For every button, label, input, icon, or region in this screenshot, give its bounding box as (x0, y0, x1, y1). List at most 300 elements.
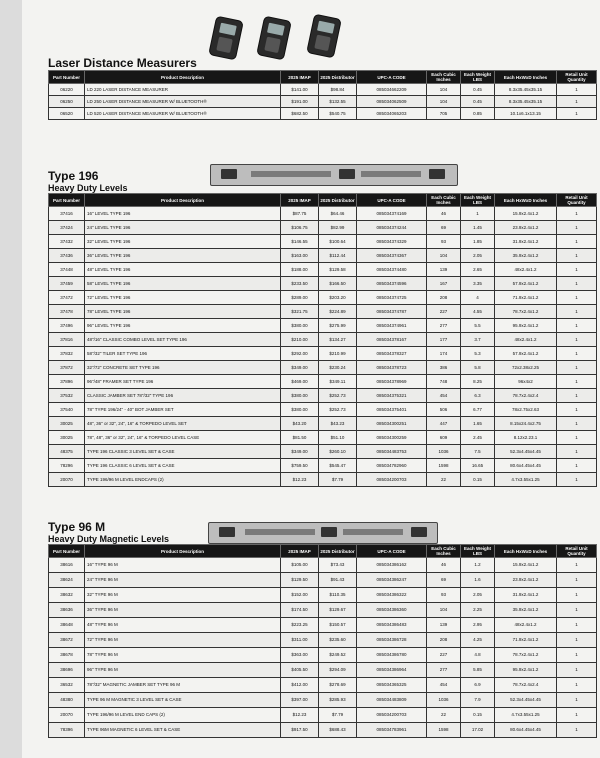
table-cell: 1.2 (461, 558, 495, 573)
table-cell: LD 220 LASER DISTANCE MEASURER (85, 84, 281, 96)
table-cell: 1 (557, 319, 597, 333)
table-cell: 277 (427, 319, 461, 333)
table-cell: 38616 (49, 558, 85, 573)
table-cell: 37448 (49, 263, 85, 277)
table-cell: $210.99 (319, 347, 357, 361)
table-cell: $163.00 (281, 249, 319, 263)
table-cell: 32" LEVEL TYPE 196 (85, 235, 281, 249)
table-cell: 085034386322 (357, 588, 427, 603)
table-cell: 2.25 (461, 603, 495, 618)
table-cell: 8.3x35.45x35.15 (495, 96, 557, 108)
table-cell: $289.00 (281, 291, 319, 305)
table-cell: 1 (557, 708, 597, 723)
table-cell: 1.6 (461, 573, 495, 588)
column-header: 2025 Distributor (319, 545, 357, 558)
table-row (49, 249, 597, 263)
table-cell: 48x2.4x1.2 (495, 333, 557, 347)
table-cell: $540.75 (319, 108, 357, 120)
table-cell: 93 (427, 588, 461, 603)
table-cell: 454 (427, 389, 461, 403)
table-cell: $82.99 (319, 221, 357, 235)
column-header: Product Description (85, 194, 281, 207)
table-cell: 69 (427, 573, 461, 588)
table-cell: 2.05 (461, 249, 495, 263)
table-cell: $141.00 (281, 84, 319, 96)
table-cell: 23.9x2.4x1.2 (495, 573, 557, 588)
table-cell: 78", 48", 36" or 32", 24", 16" & TORPEDO LEVEL CASE (85, 431, 281, 445)
table-cell: 085034378327 (357, 347, 427, 361)
table-cell: 085034200703 (357, 473, 427, 487)
table-row (49, 96, 597, 108)
column-header: Each Weight LBS (461, 71, 495, 84)
table-cell: 37896 (49, 375, 85, 389)
table-row (49, 263, 597, 277)
table-cell: 22 (427, 708, 461, 723)
table-cell: 5.3 (461, 347, 495, 361)
table-cell: 38696 (49, 663, 85, 678)
table-cell: 38672 (49, 633, 85, 648)
table-cell: 085034062509 (357, 96, 427, 108)
table-cell: $43.20 (281, 417, 319, 431)
product-table (48, 70, 597, 120)
table-cell: 06520 (49, 108, 85, 120)
column-header: Each Cubic Inches (427, 545, 461, 558)
table-cell: 1 (557, 431, 597, 445)
table-cell: 104 (427, 84, 461, 96)
table-cell: $73.43 (319, 558, 357, 573)
table-cell: $405.50 (281, 663, 319, 678)
table-cell: $150.57 (319, 618, 357, 633)
table-cell: 085034386728 (357, 633, 427, 648)
table-cell: 72x2.38x2.25 (495, 361, 557, 375)
column-header: Each HxWxD Inches (495, 71, 557, 84)
table-cell: 1 (557, 389, 597, 403)
table-cell: $275.99 (319, 319, 357, 333)
table-cell: 085034065203 (357, 108, 427, 120)
laser-meter-icon (208, 16, 244, 61)
section-title: Laser Distance Measurers (48, 56, 197, 70)
table-cell: 085034374596 (357, 277, 427, 291)
column-header: Each Cubic Inches (427, 194, 461, 207)
table-cell: $363.00 (281, 648, 319, 663)
table-cell: TYPE 96M MAGNETIC 6 LEVEL SET & CASE (85, 723, 281, 738)
table-cell: 78296 (49, 459, 85, 473)
table-row (49, 221, 597, 235)
table-cell: $230.24 (319, 361, 357, 375)
table-cell: 78.7x2.4x2.4 (495, 678, 557, 693)
table-cell: 38632 (49, 588, 85, 603)
table-cell: 4.8 (461, 648, 495, 663)
table-cell: $349.11 (319, 375, 357, 389)
table-cell: 085034386247 (357, 573, 427, 588)
table-cell: 48x2.4x1.2 (495, 618, 557, 633)
table-cell: 31.9x2.4x1.2 (495, 235, 557, 249)
table-cell: 5.8 (461, 361, 495, 375)
column-header: Each HxWxD Inches (495, 545, 557, 558)
table-cell: 4.7x3.55x1.25 (495, 473, 557, 487)
table-cell: 085034483809 (357, 693, 427, 708)
table-cell: $682.50 (281, 108, 319, 120)
column-header: Product Description (85, 545, 281, 558)
table-cell: 4.7x3.55x1.25 (495, 708, 557, 723)
table-cell: $412.00 (281, 678, 319, 693)
table-cell: 085034378969 (357, 375, 427, 389)
table-row (49, 633, 597, 648)
table-cell: 085034375401 (357, 403, 427, 417)
table-cell: 22 (427, 473, 461, 487)
table-cell: $278.69 (319, 678, 357, 693)
table-row (49, 347, 597, 361)
table-cell: $349.00 (281, 445, 319, 459)
table-cell: 104 (427, 96, 461, 108)
table-cell: 1 (557, 473, 597, 487)
table-cell: 0.15 (461, 473, 495, 487)
table-row (49, 319, 597, 333)
table-cell: 1598 (427, 459, 461, 473)
table-cell: 1 (557, 678, 597, 693)
table-cell: $105.00 (281, 558, 319, 573)
table-cell: 37532 (49, 389, 85, 403)
table-cell: 37478 (49, 305, 85, 319)
table-cell: 085034386780 (357, 648, 427, 663)
table-cell: 174 (427, 347, 461, 361)
table-cell: 78.7x2.4x1.2 (495, 305, 557, 319)
table-cell: 0.15 (461, 708, 495, 723)
table-cell: 37816 (49, 333, 85, 347)
table-cell: $7.79 (319, 473, 357, 487)
table-row (49, 445, 597, 459)
table-cell: 96" LEVEL TYPE 196 (85, 319, 281, 333)
table-cell: 609 (427, 431, 461, 445)
table-row (49, 207, 597, 221)
table-cell: 37496 (49, 319, 85, 333)
table-cell: 1 (557, 347, 597, 361)
table-row (49, 603, 597, 618)
table-cell: 085034378723 (357, 361, 427, 375)
table-cell: 95.9x2.4x1.2 (495, 319, 557, 333)
table-cell: 78"/32" MAGNETIC JAMBER SET TYPE 96 M (85, 678, 281, 693)
section-type-196 (48, 170, 596, 487)
table-cell: $146.55 (281, 235, 319, 249)
table-cell: 48", 36" or 32", 24", 16" & TORPEDO LEVEL SET (85, 417, 281, 431)
table-cell: 46 (427, 207, 461, 221)
table-cell: LD 520 LASER DISTANCE MEASURER W/ BLUETOOTH® (85, 108, 281, 120)
laser-meter-icon (256, 16, 292, 61)
table-cell: 78" TYPE 196/24" - 40" BOT JAMBER SET (85, 403, 281, 417)
table-cell: 1 (557, 459, 597, 473)
table-cell: $545.47 (319, 459, 357, 473)
table-cell: 38624 (49, 573, 85, 588)
table-cell: 38636 (49, 603, 85, 618)
table-row (49, 723, 597, 738)
table-cell: 386 (427, 361, 461, 375)
product-table (48, 544, 597, 738)
table-row (49, 708, 597, 723)
table-cell: 48" LEVEL TYPE 196 (85, 263, 281, 277)
table-cell: $87.75 (281, 207, 319, 221)
table-cell: $81.50 (281, 431, 319, 445)
section-subtitle: Heavy Duty Magnetic Levels (48, 534, 170, 544)
table-cell: 1 (557, 633, 597, 648)
table-row (49, 361, 597, 375)
table-cell: $235.60 (319, 633, 357, 648)
table-cell: 2.65 (461, 263, 495, 277)
table-row (49, 693, 597, 708)
column-header: Retail Unit Quantity (557, 71, 597, 84)
table-cell: 1 (557, 693, 597, 708)
column-header: Part Number (49, 194, 85, 207)
table-row (49, 573, 597, 588)
table-row (49, 277, 597, 291)
table-cell: 2.05 (461, 588, 495, 603)
table-cell: 085034374244 (357, 221, 427, 235)
table-cell: TYPE 196/96 M LEVEL END CAPS (2) (85, 708, 281, 723)
column-header: Part Number (49, 71, 85, 84)
table-cell: 57.9x2.4x1.2 (495, 277, 557, 291)
table-cell: 0.45 (461, 96, 495, 108)
table-cell: 32" TYPE 96 M (85, 588, 281, 603)
table-row (49, 291, 597, 305)
table-cell: 085034374787 (357, 305, 427, 319)
table-cell: 52.3x4.45x4.45 (495, 693, 557, 708)
table-cell: 30025 (49, 431, 85, 445)
table-cell: 104 (427, 249, 461, 263)
table-row (49, 618, 597, 633)
table-cell: 7.9 (461, 693, 495, 708)
table-cell: 277 (427, 663, 461, 678)
table-cell: $12.23 (281, 708, 319, 723)
table-cell: $12.23 (281, 473, 319, 487)
table-cell: 7.5 (461, 445, 495, 459)
table-cell: $112.44 (319, 249, 357, 263)
table-cell: TYPE 196 CLASSIC 6 LEVEL SET & CASE (85, 459, 281, 473)
table-cell: 8.3x35.45x35.15 (495, 84, 557, 96)
table-cell: 37472 (49, 291, 85, 305)
table-cell: TYPE 196 CLASSIC 3 LEVEL SET & CASE (85, 445, 281, 459)
table-cell: 58" LEVEL TYPE 196 (85, 277, 281, 291)
table-cell: 208 (427, 291, 461, 305)
table-row (49, 305, 597, 319)
table-cell: 24" TYPE 96 M (85, 573, 281, 588)
table-cell: 085034483753 (357, 445, 427, 459)
table-cell: 085034375321 (357, 389, 427, 403)
table-cell: 1 (557, 207, 597, 221)
column-header: Retail Unit Quantity (557, 545, 597, 558)
table-cell: 2.45 (461, 431, 495, 445)
table-cell: $132.55 (319, 96, 357, 108)
table-cell: 1 (557, 588, 597, 603)
column-header: 2025 IMAP (281, 545, 319, 558)
table-cell: $51.10 (319, 431, 357, 445)
table-cell: $191.00 (281, 96, 319, 108)
table-cell: 48375 (49, 445, 85, 459)
table-cell: 15.9x2.4x1.2 (495, 207, 557, 221)
table-cell: 15.9x2.4x1.2 (495, 558, 557, 573)
table-cell: 20070 (49, 473, 85, 487)
table-cell: TYPE 196/96 M LEVEL ENDCAPS (2) (85, 473, 281, 487)
table-cell: $321.75 (281, 305, 319, 319)
laser-meter-icon (306, 14, 342, 59)
table-cell: 37424 (49, 221, 85, 235)
table-cell: 48"/16" CLASSIC COMBO LEVEL SET TYPE 196 (85, 333, 281, 347)
table-cell: 96x4x2 (495, 375, 557, 389)
table-cell: $233.50 (281, 277, 319, 291)
table-cell: 16" LEVEL TYPE 196 (85, 207, 281, 221)
table-cell: 8.12x2.23.1 (495, 431, 557, 445)
table-cell: 1 (557, 221, 597, 235)
table-cell: 085034386964 (357, 663, 427, 678)
table-cell: 085034300259 (357, 431, 427, 445)
table-cell: 52.3x4.45x4.45 (495, 445, 557, 459)
table-cell: 95.9x2.4x1.2 (495, 663, 557, 678)
section-laser (48, 57, 596, 120)
column-header: 2025 IMAP (281, 71, 319, 84)
table-cell: $129.58 (319, 263, 357, 277)
table-cell: 38678 (49, 648, 85, 663)
table-cell: 085034374329 (357, 235, 427, 249)
table-cell: $223.25 (281, 618, 319, 633)
table-cell: $917.50 (281, 723, 319, 738)
section-type-96m (48, 521, 596, 738)
table-cell: 4 (461, 291, 495, 305)
table-row (49, 235, 597, 249)
section-subtitle: Heavy Duty Levels (48, 183, 128, 193)
table-cell: 085034374480 (357, 263, 427, 277)
table-cell: 1036 (427, 693, 461, 708)
table-cell: 96" TYPE 96 M (85, 663, 281, 678)
table-cell: 57.9x2.4x1.2 (495, 347, 557, 361)
table-cell: 1 (557, 603, 597, 618)
table-cell: CLASSIC JAMBER SET 78"/32" TYPE 196 (85, 389, 281, 403)
table-cell: 085034374725 (357, 291, 427, 305)
table-row (49, 431, 597, 445)
table-cell: $98.84 (319, 84, 357, 96)
table-cell: 16.65 (461, 459, 495, 473)
table-row (49, 558, 597, 573)
table-cell: 1.45 (461, 221, 495, 235)
table-cell: $311.00 (281, 633, 319, 648)
table-cell: 6.77 (461, 403, 495, 417)
table-cell: $252.73 (319, 389, 357, 403)
table-cell: $134.27 (319, 333, 357, 347)
table-cell: $249.52 (319, 648, 357, 663)
table-row (49, 403, 597, 417)
table-cell: 31.9x2.4x1.2 (495, 588, 557, 603)
table-cell: 6.9 (461, 678, 495, 693)
section-title: Type 196 (48, 169, 99, 183)
table-cell: $106.75 (281, 221, 319, 235)
table-cell: 227 (427, 305, 461, 319)
table-cell: 37540 (49, 403, 85, 417)
table-cell: 1 (557, 291, 597, 305)
table-cell: 38648 (49, 618, 85, 633)
table-cell: 227 (427, 648, 461, 663)
table-cell: 1 (461, 207, 495, 221)
table-cell: 085034378167 (357, 333, 427, 347)
table-cell: 085034386483 (357, 618, 427, 633)
table-cell: $469.00 (281, 375, 319, 389)
table-cell: 8.15x24.4x2.75 (495, 417, 557, 431)
table-cell: 06220 (49, 84, 85, 96)
table-cell: 3.7 (461, 333, 495, 347)
table-cell: $252.73 (319, 403, 357, 417)
table-cell: 78" TYPE 96 M (85, 648, 281, 663)
table-cell: 17.02 (461, 723, 495, 738)
table-cell: 1598 (427, 723, 461, 738)
table-cell: 447 (427, 417, 461, 431)
column-header: 2025 IMAP (281, 194, 319, 207)
table-cell: $294.09 (319, 663, 357, 678)
column-header: 2025 Distributor (319, 194, 357, 207)
table-row (49, 417, 597, 431)
table-cell: 454 (427, 678, 461, 693)
table-cell: 1 (557, 375, 597, 389)
table-cell: 35.9x2.4x1.2 (495, 249, 557, 263)
table-cell: $210.00 (281, 333, 319, 347)
table-row (49, 375, 597, 389)
table-cell: 085034200703 (357, 708, 427, 723)
table-cell: 37459 (49, 277, 85, 291)
table-cell: 085034374367 (357, 249, 427, 263)
table-cell: 10.1x6.1x13.15 (495, 108, 557, 120)
table-cell: 1 (557, 573, 597, 588)
table-cell: 085034662209 (357, 84, 427, 96)
table-cell: $129.67 (319, 603, 357, 618)
table-cell: 4.55 (461, 305, 495, 319)
column-header: UPC-A CODE (357, 545, 427, 558)
table-cell: 72" LEVEL TYPE 196 (85, 291, 281, 305)
table-cell: $380.00 (281, 403, 319, 417)
table-cell: 36" LEVEL TYPE 196 (85, 249, 281, 263)
table-cell: $91.43 (319, 573, 357, 588)
table-cell: $188.00 (281, 263, 319, 277)
table-cell: $43.23 (319, 417, 357, 431)
table-cell: $688.43 (319, 723, 357, 738)
table-cell: $397.00 (281, 693, 319, 708)
catalog-page (22, 0, 600, 758)
table-row (49, 84, 597, 96)
column-header: Each HxWxD Inches (495, 194, 557, 207)
table-cell: 23.9x2.4x1.2 (495, 221, 557, 235)
table-cell: 085034374961 (357, 319, 427, 333)
table-cell: $224.89 (319, 305, 357, 319)
table-cell: 32"/72" CONCRETE SET TYPE 196 (85, 361, 281, 375)
table-cell: 71.9x2.4x1.2 (495, 633, 557, 648)
table-cell: $174.50 (281, 603, 319, 618)
column-header: Each Weight LBS (461, 545, 495, 558)
table-cell: 1 (557, 84, 597, 96)
table-cell: 085034783961 (357, 723, 427, 738)
table-cell: 0.45 (461, 84, 495, 96)
table-cell: $152.00 (281, 588, 319, 603)
table-cell: $129.50 (281, 573, 319, 588)
table-cell: 1 (557, 618, 597, 633)
table-row (49, 459, 597, 473)
table-row (49, 663, 597, 678)
table-cell: 506 (427, 403, 461, 417)
table-cell: 1 (557, 249, 597, 263)
table-row (49, 588, 597, 603)
table-cell: 085034386162 (357, 558, 427, 573)
table-cell: 1 (557, 263, 597, 277)
table-cell: 16" TYPE 96 M (85, 558, 281, 573)
table-cell: LD 250 LASER DISTANCE MEASURER W/ BLUETOOTH® (85, 96, 281, 108)
column-header: Part Number (49, 545, 85, 558)
column-header: Each Weight LBS (461, 194, 495, 207)
table-row (49, 473, 597, 487)
table-cell: 705 (427, 108, 461, 120)
table-cell: $285.93 (319, 693, 357, 708)
